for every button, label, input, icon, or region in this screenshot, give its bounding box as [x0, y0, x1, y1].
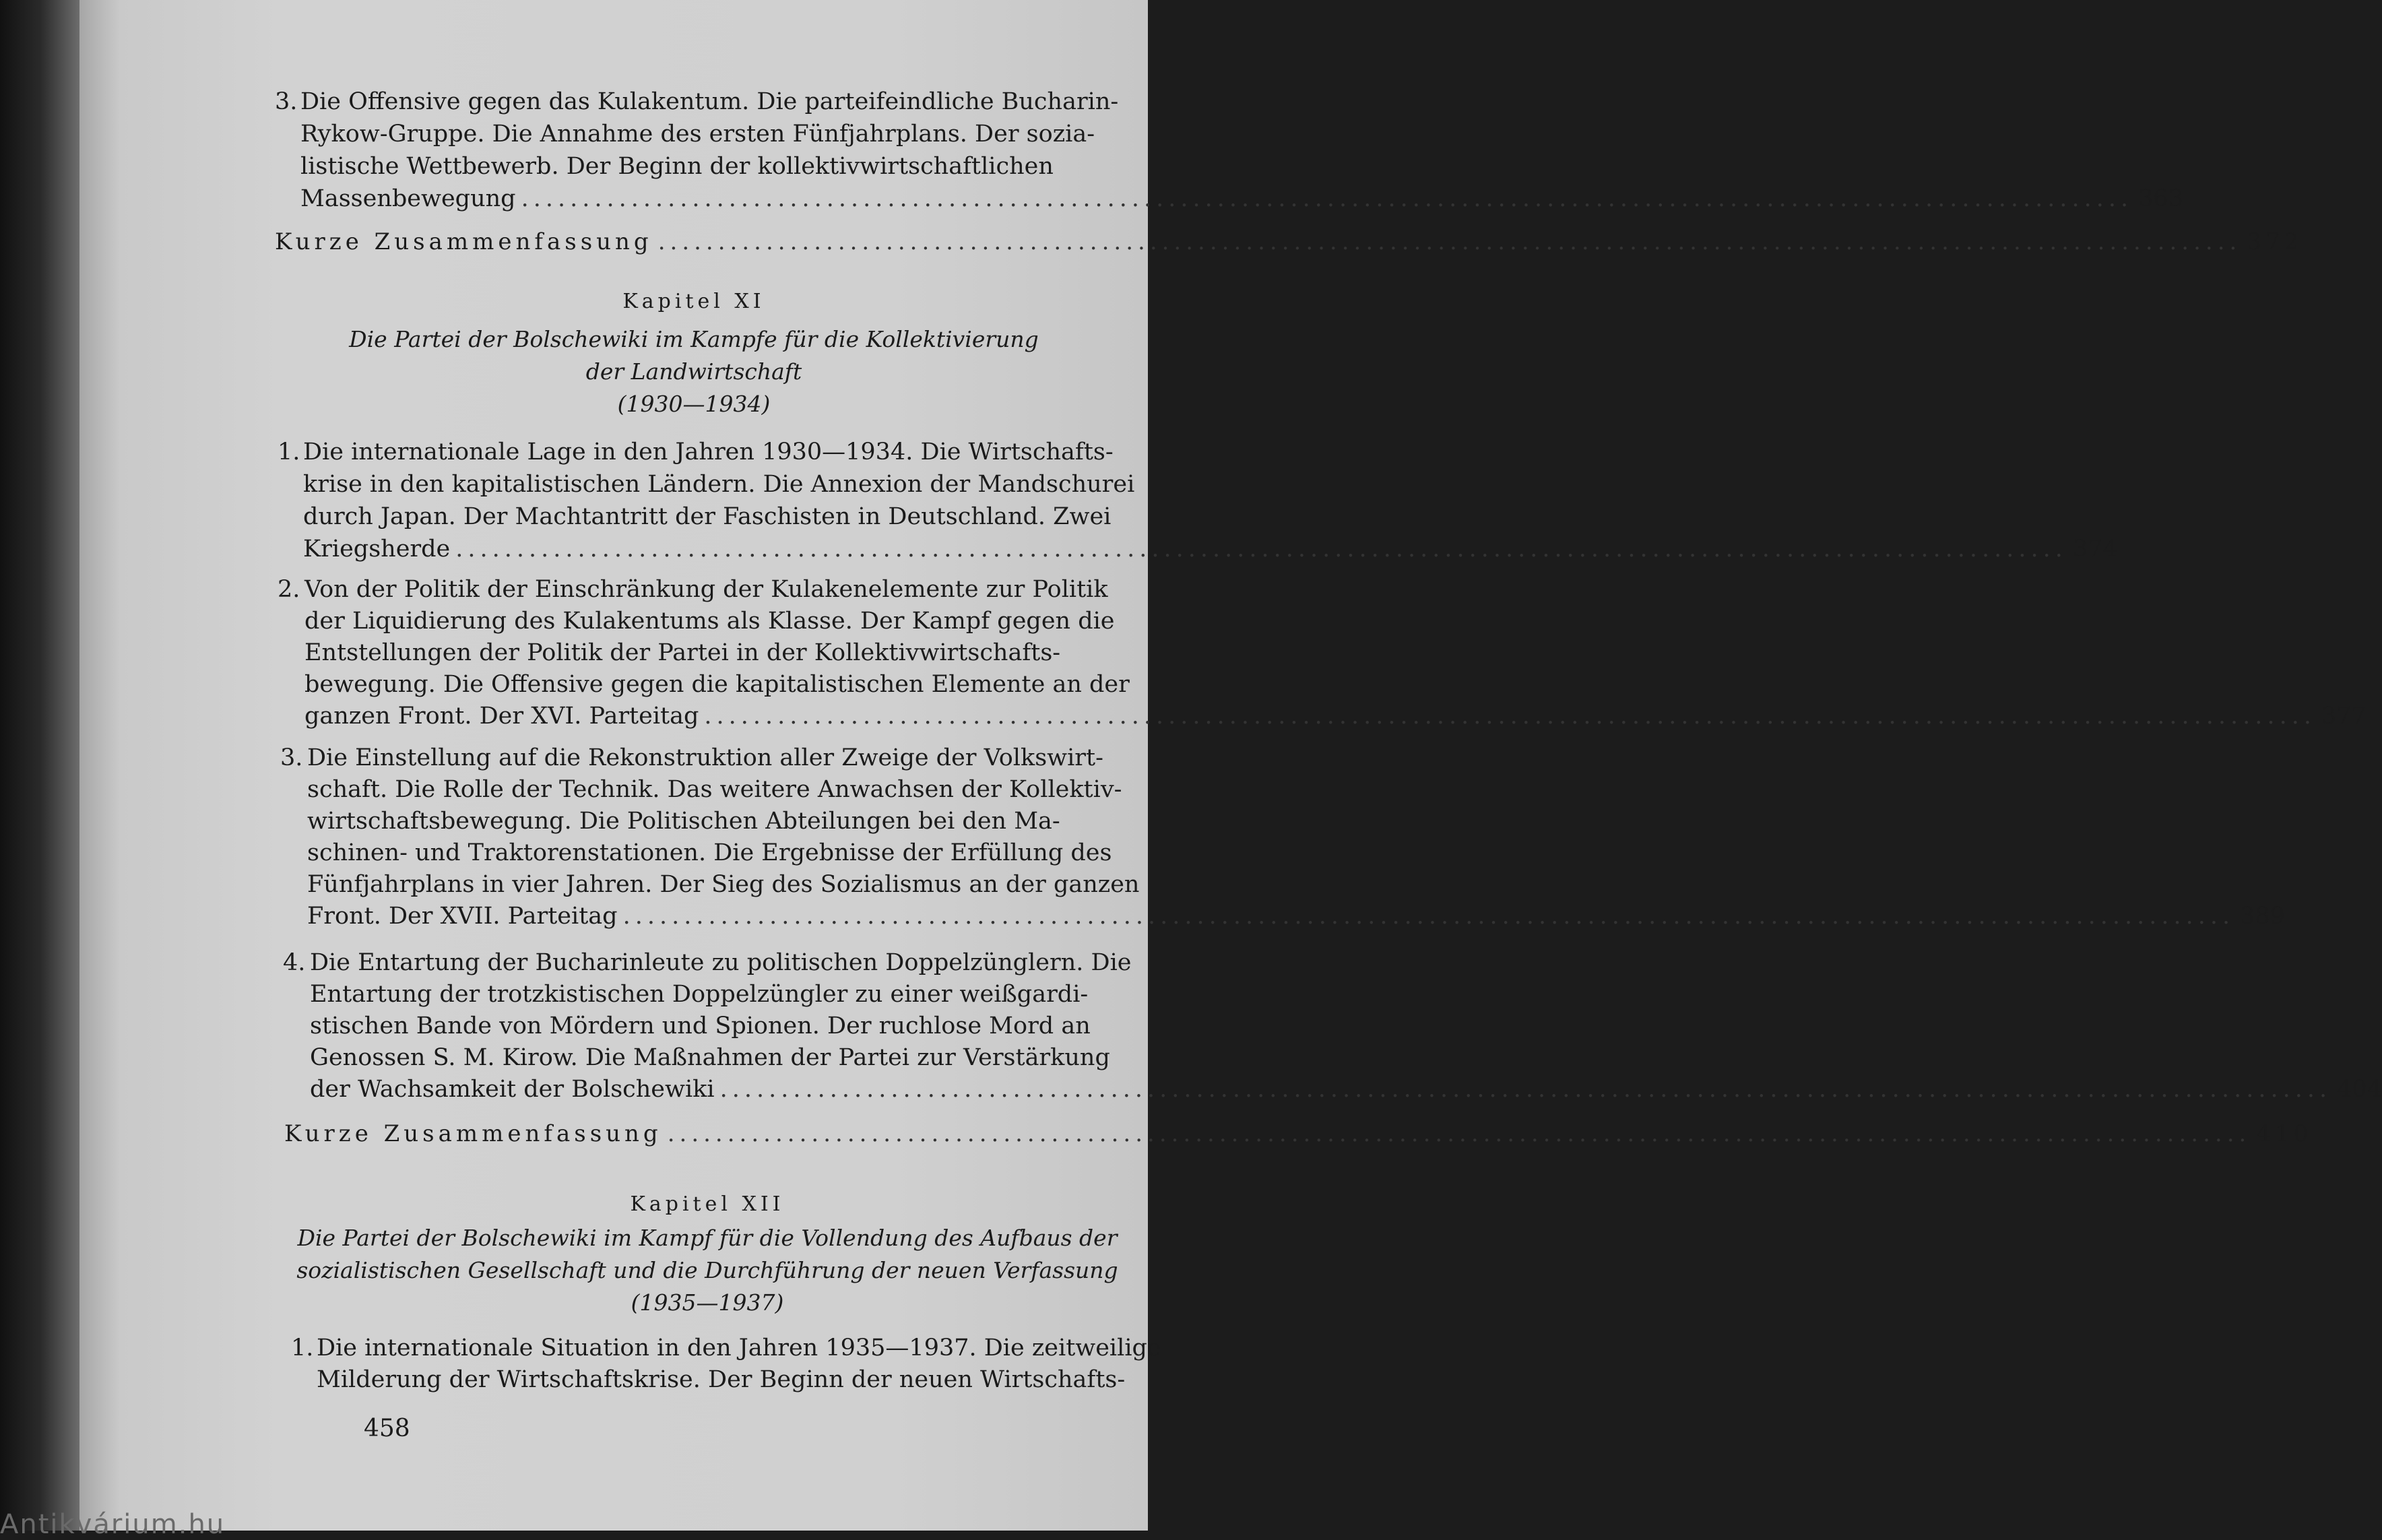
chapter-title-line: Die Partei der Bolschewiki im Kampfe für die Kollektivierung [349, 326, 1039, 352]
entry-last-line [307, 901, 2285, 932]
summary-label: Kurze Zusammenfassung [284, 1120, 662, 1147]
toc-entry [278, 574, 2367, 736]
entry-line: Die Entartung der Bucharinleute zu politischen Doppelzünglern. Die [310, 949, 1132, 976]
dot-leader: .................................................................................................................................... [667, 1120, 2251, 1147]
entry-last-line [303, 534, 2118, 565]
entry-number: 3. [275, 88, 298, 115]
entry-last-line [304, 701, 2367, 732]
toc-entry [280, 742, 2285, 938]
toc-entry [283, 947, 2382, 1109]
entry-line: der Liquidierung des Kulakentums als Klasse. Der Kampf gegen die [304, 608, 1115, 635]
entry-line: Kriegsherde [303, 536, 451, 563]
entry-line: schaft. Die Rolle der Technik. Das weitere Anwachsen der Kollektiv- [307, 776, 1122, 803]
chapter-title-line: (1930—1934) [617, 391, 771, 417]
entry-line: ganzen Front. Der XVI. Parteitag [304, 703, 699, 730]
entry-last-line [310, 1074, 2382, 1105]
summary-entry [284, 1118, 2313, 1150]
watermark: Antikvárium.hu [0, 1509, 226, 1540]
summary-entry [275, 226, 2303, 258]
entry-line: Massenbewegung [300, 185, 516, 212]
entry-line: Entartung der trotzkistischen Doppelzüngler zu einer weißgardi- [310, 981, 1089, 1008]
summary-label: Kurze Zusammenfassung [275, 228, 653, 255]
entry-number: 4. [283, 949, 306, 976]
page-number: 404 [2337, 1076, 2382, 1103]
entry-line: krise in den kapitalistischen Ländern. Die Annexion der Mandschurei [303, 471, 1135, 498]
entry-line: wirtschaftsbewegung. Die Politischen Abteilungen bei den Ma- [307, 808, 1060, 835]
toc-entry [275, 86, 2183, 221]
entry-line: Die Offensive gegen das Kulakentum. Die parteifeindliche Bucharin- [300, 88, 1119, 115]
entry-line: bewegung. Die Offensive gegen die kapitalistischen Elemente an der [304, 671, 1130, 698]
entry-line: durch Japan. Der Machtantritt der Faschisten in Deutschland. Zwei [303, 503, 1112, 530]
page-number: 363 [2138, 185, 2183, 212]
chapter-label: Kapitel XII [630, 1192, 785, 1216]
entry-number: 2. [278, 576, 300, 603]
chapter-title [283, 323, 1105, 420]
entry-number: 1. [291, 1335, 314, 1361]
page-number: 389 [2240, 903, 2285, 930]
entry-line: Die internationale Lage in den Jahren 1930—1934. Die Wirtschafts- [303, 439, 1114, 466]
chapter-title-line: Die Partei der Bolschewiki im Kampf für die Vollendung des Aufbaus der [297, 1225, 1118, 1251]
entry-line: schinen- und Traktorenstationen. Die Ergebnisse der Erfüllung des [307, 839, 1112, 866]
chapter-title-line: (1935—1937) [631, 1289, 784, 1316]
entry-line: Rykow-Gruppe. Die Annahme des ersten Fünfjahrplans. Der sozia- [300, 121, 1095, 148]
entry-line: stischen Bande von Mördern und Spionen. Der ruchlose Mord an [310, 1013, 1091, 1039]
page-number: 377 [2321, 703, 2367, 730]
page-number: 372 [2247, 228, 2303, 255]
dot-leader: .................................................................................................................................... [622, 903, 2235, 930]
page-number: 374 [2072, 536, 2118, 563]
entry-line: Die internationale Situation in den Jahren 1935—1937. Die zeitweilige [317, 1335, 1161, 1361]
dot-leader: .................................................................................................................................... [719, 1076, 2332, 1103]
entry-line: listische Wettbewerb. Der Beginn der kollektivwirtschaftlichen [300, 153, 1054, 180]
dot-leader: .................................................................................................................................... [455, 536, 2067, 563]
entry-number: 3. [280, 744, 303, 771]
dot-leader: .................................................................................................................................... [521, 185, 2133, 212]
page-folio: 458 [364, 1415, 410, 1442]
chapter-title-line: sozialistischen Gesellschaft und die Durchführung der neuen Verfassung [296, 1257, 1118, 1283]
entry-last-line [300, 183, 2183, 215]
entry-line: Von der Politik der Einschränkung der Kulakenelemente zur Politik [304, 576, 1108, 603]
entry-line: Entstellungen der Politik der Partei in der Kollektivwirtschafts- [304, 639, 1061, 666]
page-number: 410 [2256, 1120, 2313, 1147]
entry-number: 1. [278, 439, 300, 466]
entry-line: Genossen S. M. Kirow. Die Maßnahmen der Partei zur Verstärkung [310, 1044, 1110, 1071]
chapter-title [290, 1222, 1125, 1319]
toc-entry [291, 1333, 1161, 1400]
dot-leader: .................................................................................................................................... [657, 228, 2242, 255]
toc-entry [278, 437, 2118, 571]
entry-line: Die Einstellung auf die Rekonstruktion aller Zweige der Volkswirt- [307, 744, 1103, 771]
entry-line: Fünfjahrplans in vier Jahren. Der Sieg des Sozialismus an der ganzen [307, 871, 1140, 898]
entry-line: der Wachsamkeit der Bolschewiki [310, 1076, 715, 1103]
chapter-label: Kapitel XI [622, 290, 765, 313]
entry-line: Front. Der XVII. Parteitag [307, 903, 618, 930]
chapter-title-line: der Landwirtschaft [585, 358, 802, 385]
entry-line: Milderung der Wirtschaftskrise. Der Beginn der neuen Wirtschafts- [317, 1366, 1126, 1393]
dot-leader: .................................................................................................................................... [704, 703, 2316, 730]
